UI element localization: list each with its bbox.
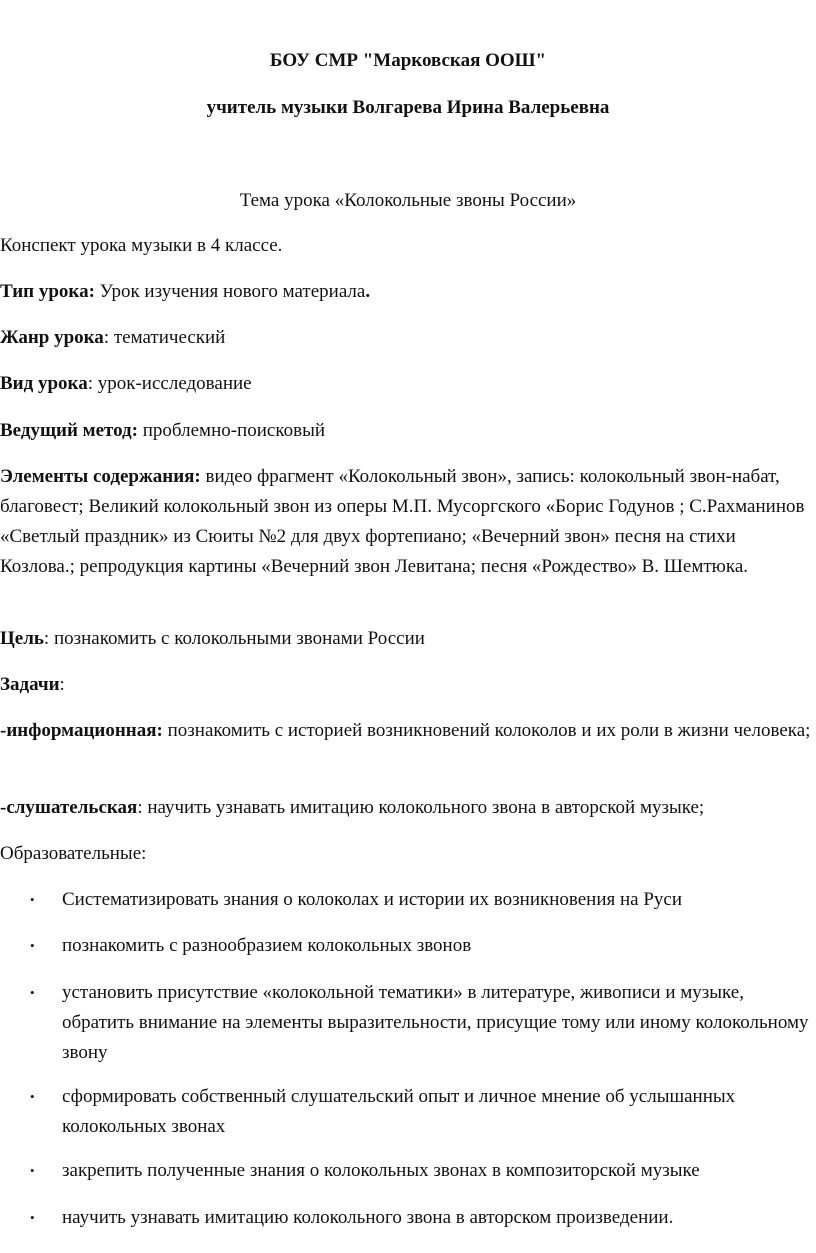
bullet-icon: •	[30, 1089, 35, 1104]
content-elements: Элементы содержания: видео фрагмент «Колокольный звон», запись: колокольный звон-набат, благовест; Великий колокольный звон из оперы М.П. Мусоргского «Борис Годунов ; С.Рахманинов «Светлый праздник» из Сюиты №2 для двух фортепиано; «Вечерний звон» песня на стихи Козлова.; репродукция картины «Вечерний звон Левитана; песня «Рождество» В. Шемтюка.	[0, 466, 805, 577]
bullet-item: познакомить с разнообразием колокольных звонов	[62, 935, 472, 956]
lesson-type: Тип урока: Урок изучения нового материала.	[0, 281, 371, 302]
lesson-kind: Вид урока: урок-исследование	[0, 373, 252, 394]
school-name: БОУ СМР "Марковская ООШ"	[269, 50, 547, 71]
task-listening: -слушательская: научить узнавать имитацию колокольного звона в авторской музыке;	[0, 797, 705, 818]
tasks-heading: Задачи:	[0, 674, 65, 695]
bullet-icon: •	[30, 1163, 35, 1178]
bullet-item: сформировать собственный слушательский опыт и личное мнение об услышанных колокольных звонах	[62, 1086, 736, 1137]
teacher-line: учитель музыки Волгарева Ирина Валерьевна	[206, 97, 610, 118]
bullet-item: закрепить полученные знания о колокольных звонах в композиторской музыке	[62, 1160, 700, 1181]
bullet-item: научить узнавать имитацию колокольного звона в авторском произведении.	[62, 1207, 674, 1228]
bullet-item: установить присутствие «колокольной тематики» в литературе, живописи и музыке, обратить внимание на элементы выразительности, присущие тому или иному колокольному звону	[62, 982, 809, 1063]
lesson-method: Ведущий метод: проблемно-поисковый	[0, 420, 326, 441]
bullet-icon: •	[30, 985, 35, 1000]
educational-heading: Образовательные:	[0, 843, 147, 864]
lesson-goal: Цель: познакомить с колокольными звонами России	[0, 628, 425, 649]
bullet-icon: •	[30, 892, 35, 907]
lesson-genre: Жанр урока: тематический	[0, 327, 226, 348]
bullet-icon: •	[30, 1210, 35, 1225]
bullet-icon: •	[30, 938, 35, 953]
bullet-item: Систематизировать знания о колоколах и истории их возникновения на Руси	[62, 889, 683, 910]
lesson-topic: Тема урока «Колокольные звоны России»	[239, 190, 577, 211]
lesson-summary: Конспект урока музыки в 4 классе.	[0, 235, 283, 256]
task-informational: -информационная: познакомить с историей возникновений колоколов и их роли в жизни человека;	[0, 720, 811, 741]
